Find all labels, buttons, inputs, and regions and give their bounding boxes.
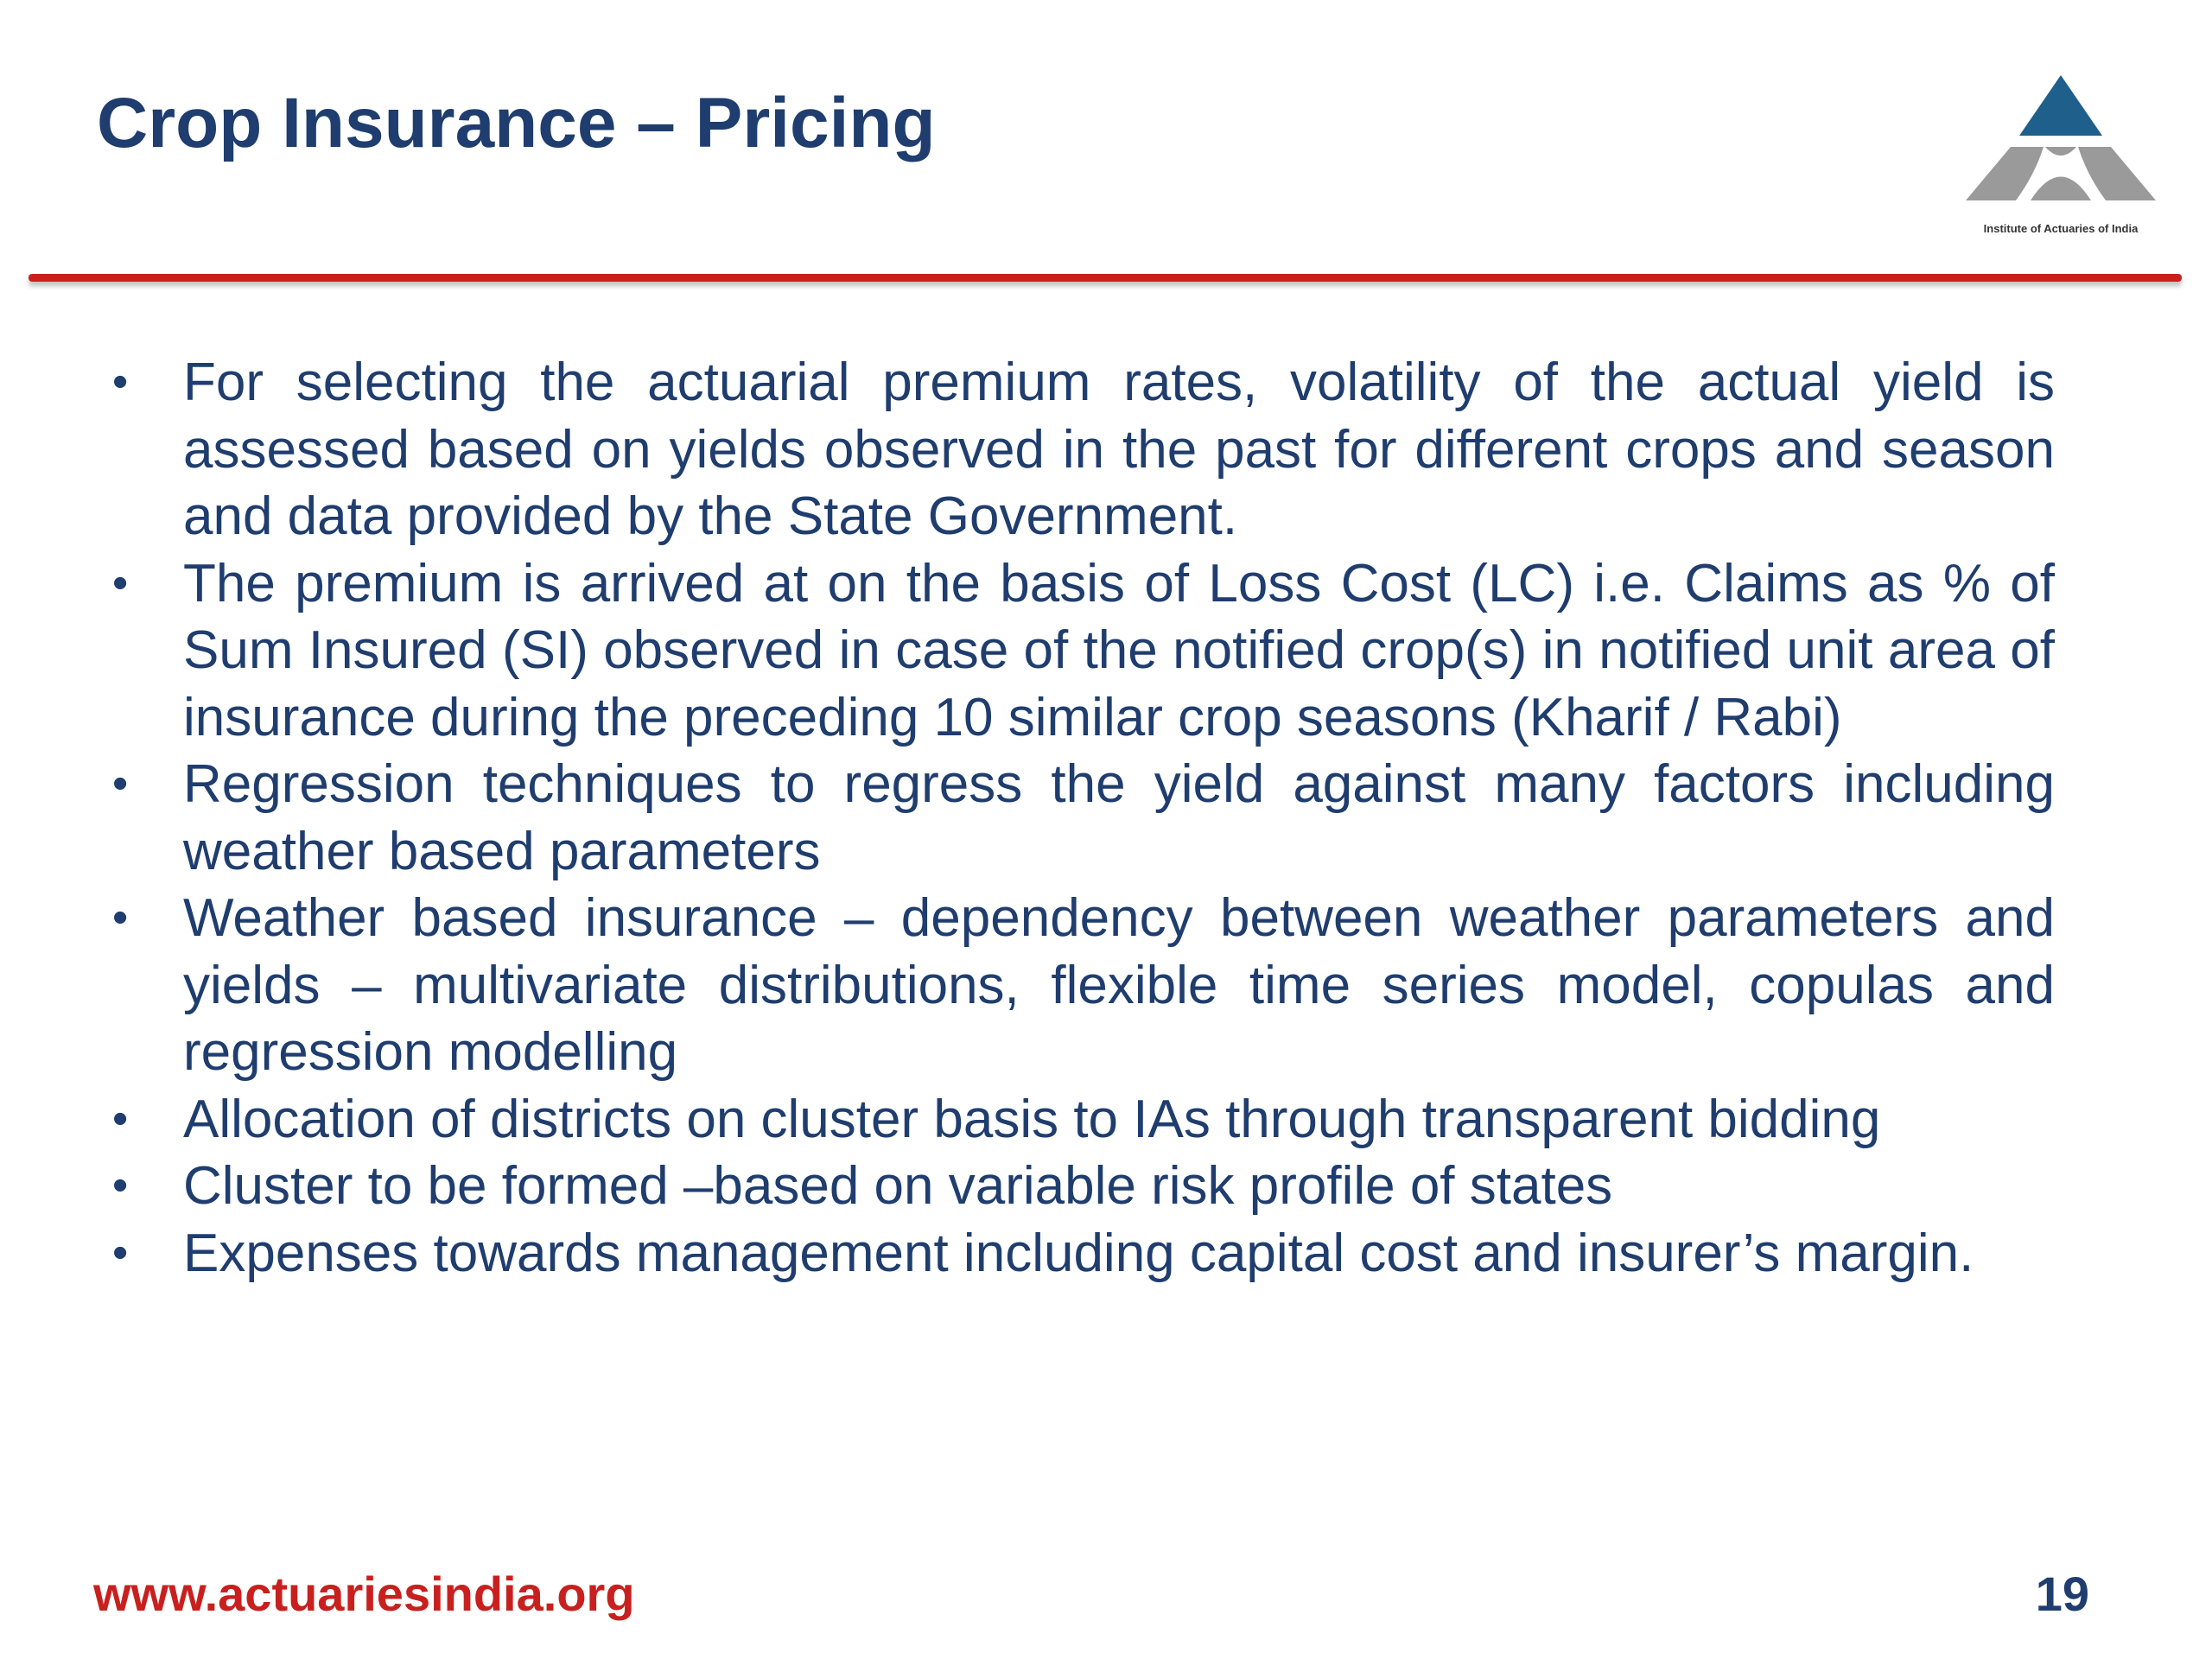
bullet-text: Regression techniques to regress the yield against many factors including weather based parameters (183, 754, 2055, 881)
footer-website-link[interactable]: www.actuariesindia.org (93, 1567, 635, 1621)
bullet-item (112, 550, 2055, 752)
bullet-text: Weather based insurance – dependency between weather parameters and yields – multivariate distributions, flexible time series model, copulas and regression modelling (183, 888, 2055, 1082)
bullet-item (112, 1153, 2055, 1220)
page-number: 19 (2035, 1567, 2089, 1621)
bullet-marker: • (112, 1093, 129, 1144)
slide-title: Crop Insurance – Pricing (97, 84, 936, 162)
bullet-item (112, 1086, 2055, 1154)
bullet-item (112, 751, 2055, 885)
institute-logo (1948, 71, 2173, 244)
bullet-marker: • (112, 1160, 129, 1211)
header-divider (29, 274, 2182, 282)
bullet-item (112, 885, 2055, 1086)
bullet-item (112, 349, 2055, 550)
bullet-list (112, 349, 2055, 1287)
bullet-item (112, 1220, 2055, 1287)
bullet-marker: • (112, 557, 129, 608)
bullet-text: Allocation of districts on cluster basis to IAs through transparent bidding (183, 1089, 1881, 1149)
bullet-text: The premium is arrived at on the basis of Loss Cost (LC) i.e. Claims as % of Sum Insured (SI) observed in case of the notified crop(s) in notified unit area of insurance during the preceding 10 similar crop seasons (Kharif / Rabi) (183, 553, 2055, 747)
logo-caption: Institute of Actuaries of India (1983, 222, 2139, 235)
bullet-marker: • (112, 1227, 129, 1278)
bullet-text: Expenses towards management including capital cost and insurer’s margin. (183, 1223, 1974, 1283)
bullet-marker: • (112, 893, 129, 943)
bullet-text: For selecting the actuarial premium rates, volatility of the actual yield is assessed based on yields observed in the past for different crops and season and data provided by the State Government. (183, 353, 2055, 546)
bullet-marker: • (112, 357, 129, 407)
bullet-text: Cluster to be formed –based on variable risk profile of states (183, 1156, 1613, 1216)
bullet-marker: • (112, 759, 129, 809)
institute-logo-icon (1948, 71, 2173, 218)
